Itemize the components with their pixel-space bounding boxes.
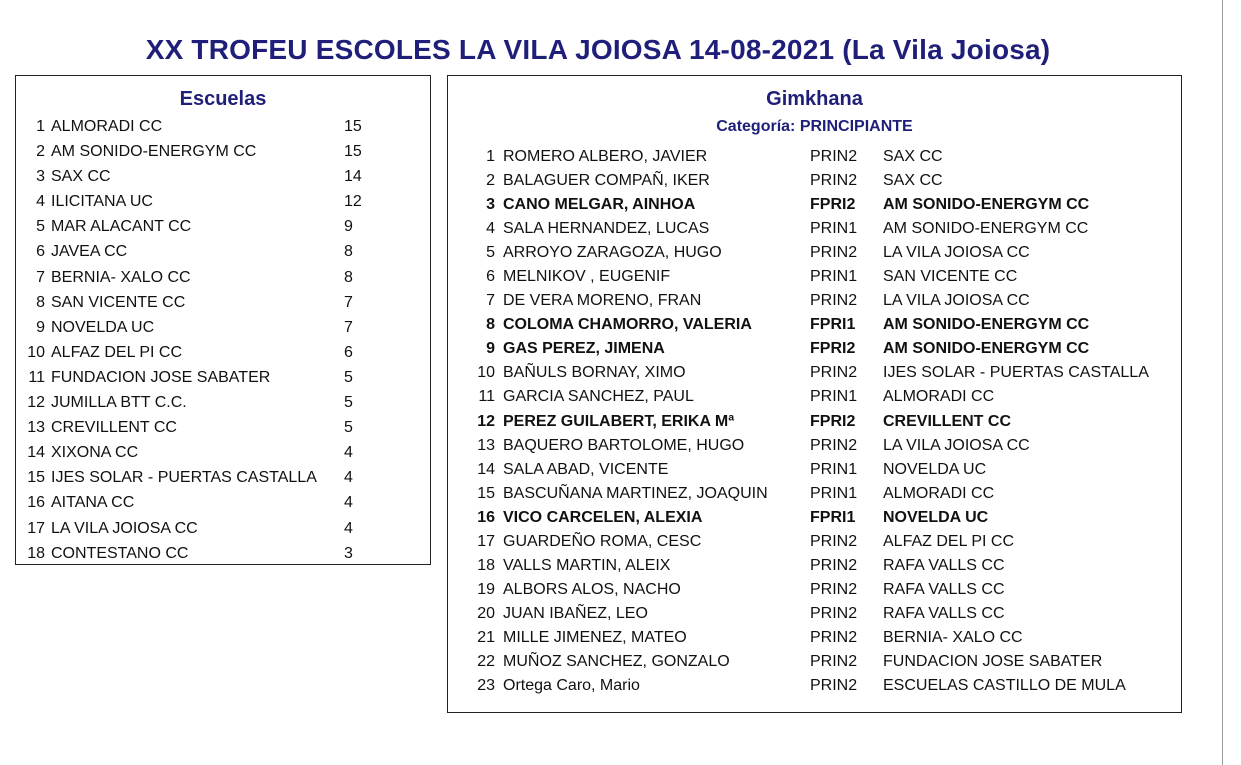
points: 8 <box>344 268 353 286</box>
table-row <box>448 506 1181 530</box>
rider-name: GUARDEÑO ROMA, CESC <box>503 532 702 550</box>
school-name: XIXONA CC <box>51 444 139 462</box>
rank: 11 <box>478 388 495 406</box>
points: 4 <box>344 494 353 512</box>
school-name: IJES SOLAR - PUERTAS CASTALLA <box>51 469 317 487</box>
club-name: FUNDACION JOSE SABATER <box>883 652 1103 670</box>
points: 5 <box>344 368 353 386</box>
rank: 12 <box>477 412 495 430</box>
list-item <box>16 516 430 541</box>
club-name: LA VILA JOIOSA CC <box>883 436 1030 454</box>
table-row <box>448 169 1181 193</box>
rank: 20 <box>477 604 495 622</box>
club-name: ALMORADI CC <box>883 388 995 406</box>
table-row <box>448 554 1181 578</box>
points: 7 <box>344 293 353 311</box>
rank: 15 <box>27 469 45 487</box>
club-name: AM SONIDO-ENERGYM CC <box>883 340 1090 358</box>
category-code: PRIN1 <box>810 268 858 286</box>
category-code: PRIN2 <box>810 172 858 190</box>
category-code: FPRI2 <box>810 196 856 214</box>
rank: 6 <box>36 243 45 261</box>
table-row <box>448 337 1181 361</box>
category-code: PRIN1 <box>810 484 858 502</box>
page-edge-line <box>1222 0 1223 765</box>
table-row <box>448 602 1181 626</box>
table-row <box>448 482 1181 506</box>
club-name: AM SONIDO-ENERGYM CC <box>883 316 1090 334</box>
club-name: AM SONIDO-ENERGYM CC <box>883 196 1090 214</box>
club-name: SAN VICENTE CC <box>883 268 1018 286</box>
category-label: Categoría: <box>716 118 796 135</box>
rank: 23 <box>477 677 495 695</box>
table-row <box>448 674 1181 698</box>
category-code: PRIN2 <box>810 580 858 598</box>
club-name: ALFAZ DEL PI CC <box>883 532 1014 550</box>
table-row <box>448 241 1181 265</box>
gimkhana-list <box>448 145 1181 698</box>
rank: 21 <box>477 628 495 646</box>
table-row <box>448 650 1181 674</box>
category-value: PRINCIPIANTE <box>799 118 913 135</box>
list-item <box>16 490 430 515</box>
school-name: AM SONIDO-ENERGYM CC <box>51 143 257 161</box>
club-name: CREVILLENT CC <box>883 412 1011 430</box>
category-code: PRIN2 <box>810 244 858 262</box>
rank: 16 <box>477 508 495 526</box>
club-name: BERNIA- XALO CC <box>883 628 1023 646</box>
category-code: PRIN1 <box>810 220 858 238</box>
rider-name: GAS PEREZ, JIMENA <box>503 340 665 358</box>
rider-name: SALA HERNANDEZ, LUCAS <box>503 220 710 238</box>
rank: 6 <box>486 268 495 286</box>
rank: 14 <box>27 444 45 462</box>
school-name: FUNDACION JOSE SABATER <box>51 368 271 386</box>
points: 5 <box>344 394 353 412</box>
school-name: BERNIA- XALO CC <box>51 268 191 286</box>
table-row <box>448 361 1181 385</box>
rider-name: VICO CARCELEN, ALEXIA <box>503 508 703 526</box>
table-row <box>448 434 1181 458</box>
rank: 17 <box>477 532 495 550</box>
rank: 3 <box>36 168 45 186</box>
rank: 11 <box>28 368 45 386</box>
points: 15 <box>344 118 362 135</box>
rank: 9 <box>36 318 45 336</box>
list-item <box>16 290 430 315</box>
school-name: LA VILA JOIOSA CC <box>51 519 198 537</box>
list-item <box>16 415 430 440</box>
points: 4 <box>344 469 353 487</box>
table-row <box>448 385 1181 409</box>
school-name: ALMORADI CC <box>51 118 163 135</box>
rank: 19 <box>477 580 495 598</box>
rank: 5 <box>486 244 495 262</box>
category-code: PRIN2 <box>810 677 858 695</box>
category-code: PRIN2 <box>810 364 858 382</box>
school-name: SAN VICENTE CC <box>51 293 186 311</box>
school-name: AITANA CC <box>51 494 135 512</box>
points: 9 <box>344 218 353 236</box>
rank: 10 <box>477 364 495 382</box>
list-item <box>16 365 430 390</box>
table-row <box>448 626 1181 650</box>
rider-name: MILLE JIMENEZ, MATEO <box>503 628 687 646</box>
rider-name: SALA ABAD, VICENTE <box>503 460 669 478</box>
points: 12 <box>344 193 362 211</box>
rank: 16 <box>27 494 45 512</box>
club-name: RAFA VALLS CC <box>883 580 1005 598</box>
rider-name: Ortega Caro, Mario <box>503 677 640 695</box>
rider-name: BALAGUER COMPAÑ, IKER <box>503 172 710 190</box>
list-item <box>16 189 430 214</box>
club-name: LA VILA JOIOSA CC <box>883 244 1030 262</box>
school-name: CREVILLENT CC <box>51 419 177 437</box>
category-line <box>448 118 1181 136</box>
table-row <box>448 458 1181 482</box>
rider-name: BAQUERO BARTOLOME, HUGO <box>503 436 745 454</box>
rank: 5 <box>36 218 45 236</box>
school-name: MAR ALACANT CC <box>51 218 192 236</box>
rider-name: PEREZ GUILABERT, ERIKA Mª <box>503 412 735 430</box>
table-row <box>448 193 1181 217</box>
school-name: JAVEA CC <box>51 243 128 261</box>
rider-name: BAÑULS BORNAY, XIMO <box>503 364 686 382</box>
list-item <box>16 465 430 490</box>
rider-name: ARROYO ZARAGOZA, HUGO <box>503 244 722 262</box>
club-name: ESCUELAS CASTILLO DE MULA <box>883 677 1126 695</box>
club-name: IJES SOLAR - PUERTAS CASTALLA <box>883 364 1149 382</box>
category-code: PRIN2 <box>810 148 858 165</box>
rider-name: BASCUÑANA MARTINEZ, JOAQUIN <box>503 484 768 502</box>
rider-name: MUÑOZ SANCHEZ, GONZALO <box>503 652 730 670</box>
club-name: NOVELDA UC <box>883 460 987 478</box>
club-name: SAX CC <box>883 172 943 190</box>
list-item <box>16 139 430 164</box>
club-name: AM SONIDO-ENERGYM CC <box>883 220 1089 238</box>
category-code: PRIN1 <box>810 388 858 406</box>
rank: 13 <box>27 419 45 437</box>
category-code: PRIN2 <box>810 532 858 550</box>
escuelas-list <box>16 114 430 566</box>
points: 15 <box>344 143 362 161</box>
school-name: ALFAZ DEL PI CC <box>51 343 182 361</box>
rider-name: GARCIA SANCHEZ, PAUL <box>503 388 694 406</box>
escuelas-panel <box>15 75 431 565</box>
rank: 10 <box>27 343 45 361</box>
table-row <box>448 145 1181 169</box>
rank: 1 <box>486 148 495 165</box>
table-row <box>448 265 1181 289</box>
rider-name: JUAN IBAÑEZ, LEO <box>503 604 648 622</box>
club-name: NOVELDA UC <box>883 508 989 526</box>
category-code: PRIN1 <box>810 460 858 478</box>
rank: 7 <box>486 292 495 310</box>
points: 14 <box>344 168 362 186</box>
rider-name: CANO MELGAR, AINHOA <box>503 196 696 214</box>
rider-name: COLOMA CHAMORRO, VALERIA <box>503 316 752 334</box>
list-item <box>16 164 430 189</box>
table-row <box>448 217 1181 241</box>
school-name: SAX CC <box>51 168 111 186</box>
points: 7 <box>344 318 353 336</box>
rank: 18 <box>27 544 45 562</box>
rank: 15 <box>477 484 495 502</box>
category-code: PRIN2 <box>810 652 858 670</box>
category-code: PRIN2 <box>810 436 858 454</box>
rank: 1 <box>36 118 45 135</box>
escuelas-heading: Escuelas <box>179 88 267 110</box>
table-row <box>448 530 1181 554</box>
list-item <box>16 214 430 239</box>
rider-name: VALLS MARTIN, ALEIX <box>503 556 671 574</box>
rider-name: MELNIKOV , EUGENIF <box>503 268 671 286</box>
points: 5 <box>344 419 353 437</box>
club-name: RAFA VALLS CC <box>883 556 1005 574</box>
rider-name: ROMERO ALBERO, JAVIER <box>503 148 708 165</box>
club-name: RAFA VALLS CC <box>883 604 1005 622</box>
school-name: JUMILLA BTT C.C. <box>51 394 187 412</box>
rank: 22 <box>477 652 495 670</box>
list-item <box>16 541 430 566</box>
rank: 14 <box>477 460 495 478</box>
table-row <box>448 289 1181 313</box>
rank: 18 <box>477 556 495 574</box>
rank: 9 <box>486 340 495 358</box>
table-row <box>448 578 1181 602</box>
gimkhana-heading: Gimkhana <box>766 88 863 110</box>
list-item <box>16 114 430 139</box>
list-item <box>16 440 430 465</box>
gimkhana-panel <box>447 75 1182 713</box>
rank: 7 <box>36 268 45 286</box>
rank: 4 <box>36 193 45 211</box>
category-code: PRIN2 <box>810 556 858 574</box>
rank: 4 <box>486 220 495 238</box>
points: 6 <box>344 343 353 361</box>
category-code: PRIN2 <box>810 604 858 622</box>
rank: 17 <box>27 519 45 537</box>
page-title: XX TROFEU ESCOLES LA VILA JOIOSA 14-08-2021 (La Vila Joiosa) <box>145 34 1051 65</box>
category-code: FPRI2 <box>810 340 856 358</box>
category-code: FPRI1 <box>810 316 856 334</box>
list-item <box>16 340 430 365</box>
list-item <box>16 390 430 415</box>
category-code: PRIN2 <box>810 628 858 646</box>
list-item <box>16 239 430 264</box>
table-row <box>448 313 1181 337</box>
club-name: ALMORADI CC <box>883 484 995 502</box>
rank: 3 <box>486 196 495 214</box>
rank: 2 <box>36 143 45 161</box>
rank: 8 <box>486 316 495 334</box>
rank: 13 <box>477 436 495 454</box>
points: 8 <box>344 243 353 261</box>
table-row <box>448 410 1181 434</box>
list-item <box>16 265 430 290</box>
category-code: FPRI2 <box>810 412 856 430</box>
category-code: FPRI1 <box>810 508 856 526</box>
points: 4 <box>344 444 353 462</box>
school-name: CONTESTANO CC <box>51 544 189 562</box>
rank: 2 <box>486 172 495 190</box>
school-name: ILICITANA UC <box>51 193 153 211</box>
club-name: LA VILA JOIOSA CC <box>883 292 1030 310</box>
rider-name: ALBORS ALOS, NACHO <box>503 580 681 598</box>
rider-name: DE VERA MORENO, FRAN <box>503 292 702 310</box>
school-name: NOVELDA UC <box>51 318 155 336</box>
list-item <box>16 315 430 340</box>
points: 3 <box>344 544 353 562</box>
category-code: PRIN2 <box>810 292 858 310</box>
rank: 8 <box>36 293 45 311</box>
points: 4 <box>344 519 353 537</box>
club-name: SAX CC <box>883 148 943 165</box>
rank: 12 <box>27 394 45 412</box>
